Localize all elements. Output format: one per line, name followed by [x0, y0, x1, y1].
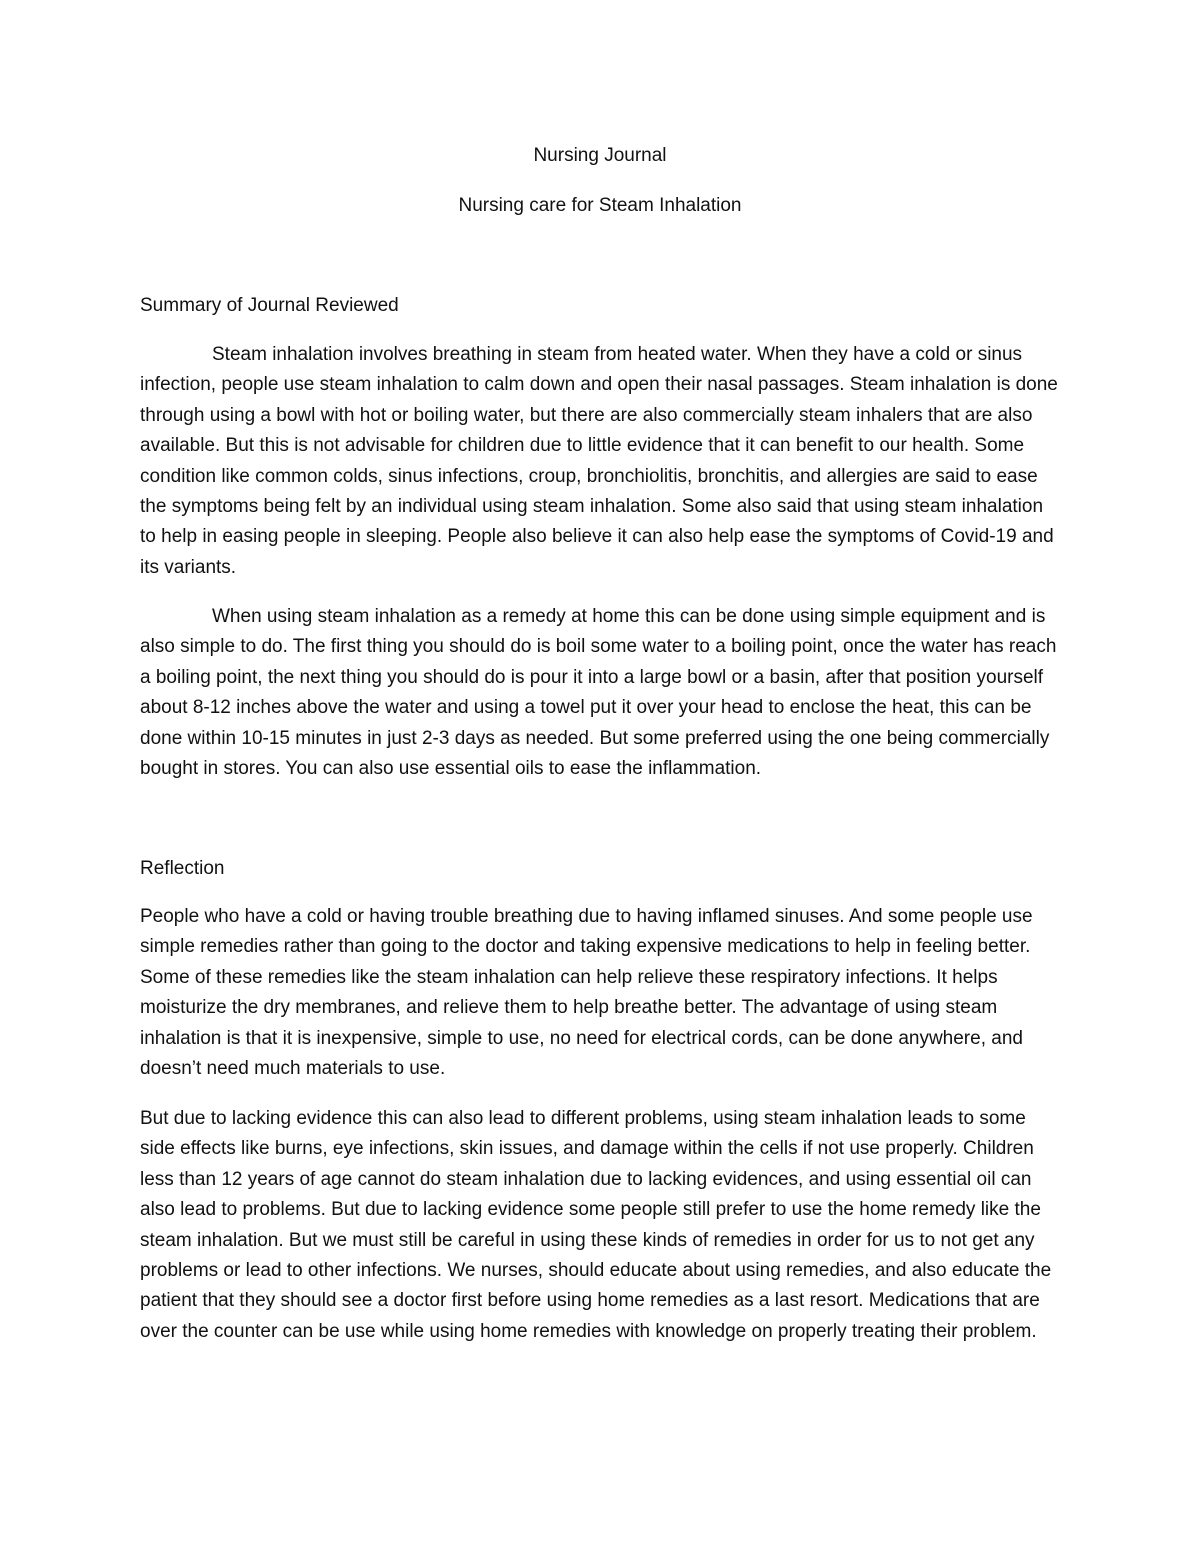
- document-subtitle: Nursing care for Steam Inhalation: [458, 195, 742, 216]
- reflection-paragraph: But due to lacking evidence this can also lead to different problems, using steam inhalation leads to some side effects like burns, eye infections, skin issues, and damage within the cells if not use properly. Children less than 12 years of age cannot do steam inhalation due to lacking evidences, and using essential oil can also lead to problems. But due to lacking evidence some people still prefer to use the home remedy like the steam inhalation. But we must still be careful in using these kinds of remedies in order for us to not get any problems or lead to other infections. We nurses, should educate about using remedies, and also educate the patient that they should see a doctor first before using home remedies as a last resort. Medications that are over the counter can be use while using home remedies with knowledge on properly treating their problem.: [140, 1108, 1052, 1342]
- reflection-heading: Reflection: [140, 858, 225, 879]
- summary-paragraph: When using steam inhalation as a remedy at home this can be done using simple equipment and is also simple to do. The first thing you should do is boil some water to a boiling point, once the water has reach a boiling point, the next thing you should do is pour it into a large bowl or a basin, after that position yourself about 8-12 inches above the water and using a towel put it over your head to enclose the heat, this can be done within 10-15 minutes in just 2-3 days as needed. But some preferred using the one being commercially bought in stores. You can also use essential oils to ease the inflammation.: [140, 606, 1057, 780]
- document-title: Nursing Journal: [533, 145, 667, 166]
- summary-heading: Summary of Journal Reviewed: [140, 295, 399, 316]
- reflection-paragraph: People who have a cold or having trouble breathing due to having inflamed sinuses. And some people use simple remedies rather than going to the doctor and taking expensive medications to help in feeling better. Some of these remedies like the steam inhalation can help relieve these respiratory infections. It helps moisturize the dry membranes, and relieve them to help breathe better. The advantage of using steam inhalation is that it is inexpensive, simple to use, no need for electrical cords, can be done anywhere, and doesn’t need much materials to use.: [140, 906, 1033, 1080]
- summary-paragraph: Steam inhalation involves breathing in steam from heated water. When they have a cold or sinus infection, people use steam inhalation to calm down and open their nasal passages. Steam inhalation is done through using a bowl with hot or boiling water, but there are also commercially steam inhalers that are also available. But this is not advisable for children due to little evidence that it can benefit to our health. Some condition like common colds, sinus infections, croup, bronchiolitis, bronchitis, and allergies are said to ease the symptoms being felt by an individual using steam inhalation. Some also said that using steam inhalation to help in easing people in sleeping. People also believe it can also help ease the symptoms of Covid-19 and its variants.: [140, 344, 1058, 578]
